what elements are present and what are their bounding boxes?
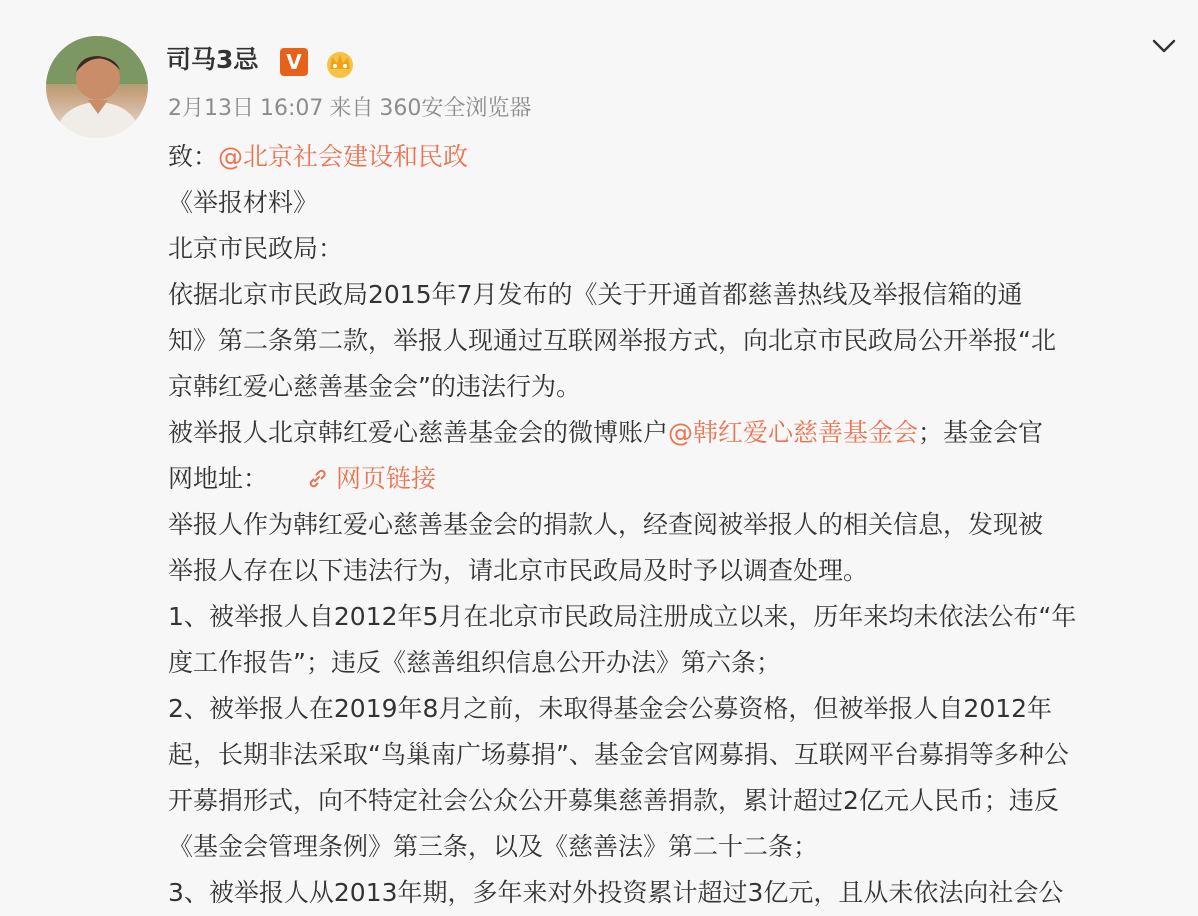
post-source: 360安全浏览器 xyxy=(379,96,532,121)
mention-link[interactable]: @北京社会建设和民政 xyxy=(218,142,469,171)
content-line: 依据北京市民政局2015年7月发布的《关于开通首都慈善热线及举报信箱的通 xyxy=(168,280,1023,309)
avatar[interactable] xyxy=(46,36,148,138)
content-line xyxy=(168,410,1180,456)
post-time[interactable]: 16:07 xyxy=(260,96,324,121)
content-line: 3、被举报人从2013年期，多年来对外投资累计超过3亿元，且从未依法向社会公 xyxy=(168,878,1064,907)
content-text: 被举报人北京韩红爱心慈善基金会的微博账户 xyxy=(168,418,669,447)
content-line: 举报人存在以下违法行为，请北京市民政局及时予以调查处理。 xyxy=(168,556,869,585)
content-line: 起，长期非法采取“鸟巢南广场募捐”、基金会官网募捐、互联网平台募捐等多种公 xyxy=(168,740,1069,769)
content-line: 举报人作为韩红爱心慈善基金会的捐款人，经查阅被举报人的相关信息，发现被 xyxy=(168,510,1044,539)
content-line: 知》第二条第二款，举报人现通过互联网举报方式，向北京市民政局公开举报“北 xyxy=(168,326,1056,355)
content-line: 度工作报告”；违反《慈善组织信息公开办法》第六条； xyxy=(168,648,781,677)
source-prefix: 来自 xyxy=(329,96,374,121)
post-date[interactable]: 2月13日 xyxy=(168,96,254,121)
addressee-prefix: 致： xyxy=(168,142,219,171)
content-text: ；基金会官 xyxy=(918,418,1044,447)
content-line: 《基金会管理条例》第三条，以及《慈善法》第二十二条； xyxy=(168,832,819,861)
content-line: 2、被举报人在2019年8月之前，未取得基金会公募资格，但被举报人自2012年 xyxy=(168,694,1053,723)
web-link-label[interactable]: 网页链接 xyxy=(336,464,437,493)
username[interactable]: 司马3忌 xyxy=(166,45,259,74)
post-content xyxy=(168,134,1180,916)
content-line: 《举报材料》 xyxy=(168,188,319,217)
web-link[interactable] xyxy=(268,464,436,493)
link-icon xyxy=(306,468,328,490)
chevron-down-icon[interactable] xyxy=(1150,34,1178,58)
content-line xyxy=(168,134,1180,180)
crown-icon xyxy=(322,47,358,79)
avatar-portrait xyxy=(46,36,148,138)
content-line: 北京市民政局： xyxy=(168,234,344,263)
mention-link[interactable]: @韩红爱心慈善基金会 xyxy=(668,418,919,447)
post-meta xyxy=(168,92,537,126)
content-line: 1、被举报人自2012年5月在北京市民政局注册成立以来，历年来均未依法公布“年 xyxy=(168,602,1077,631)
content-line: 开募捐形式，向不特定社会公众公开募集慈善捐款，累计超过2亿元人民币；违反 xyxy=(168,786,1059,815)
content-line xyxy=(168,456,1180,502)
content-text: 网地址： xyxy=(168,464,269,493)
content-line: 京韩红爱心慈善基金会”的违法行为。 xyxy=(168,372,581,401)
verified-badge-icon: V xyxy=(280,48,308,76)
